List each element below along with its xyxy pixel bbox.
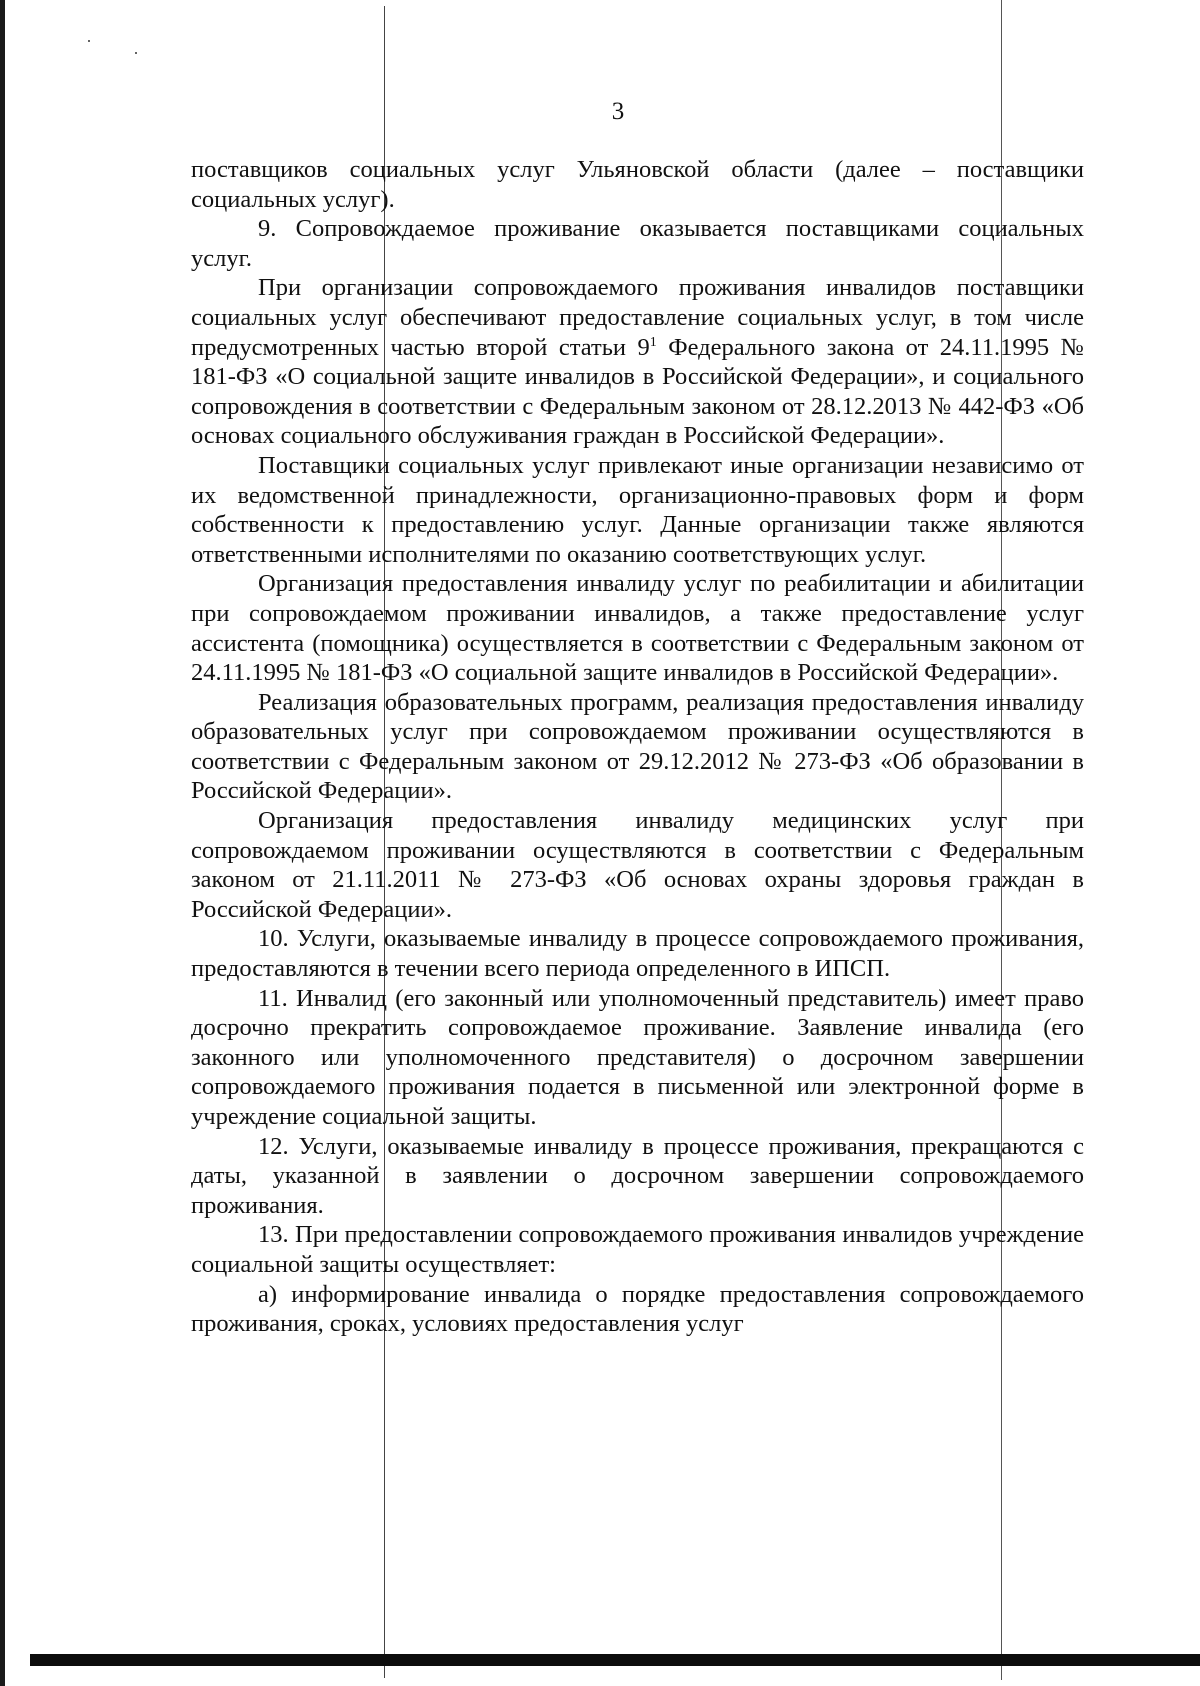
paragraph-text: Федерального закона от 24.11.1995 № 181-ФЗ «О социальной защите инвалидов в Российской Федерации», и социального сопровождения в соответствии с Федеральным законом от 28.12.2013 № 442-ФЗ «Об основах социального обслуживания граждан в Российской Федерации». [191,333,1084,450]
scan-speck [88,40,90,42]
paragraph: Организация предоставления инвалиду услуг по реабилитации и абилитации при сопровождаемом проживании инвалидов, а также предоставление услуг ассистента (помощника) осуществляется в соответствии с Федеральным законом от 24.11.1995 № 181-ФЗ «О социальной защите инвалидов в Российской Федерации». [191,570,1084,687]
paragraph-text: При организации сопровождаемого проживания инвалидов поставщики социальных услуг обеспечивают предоставление социальных услуг, в том числе предусмотренных частью второй статьи 9 [191,274,1084,361]
paragraph: Поставщики социальных услуг привлекают иные организации независимо от их ведомственной принадлежности, организационно-правовых форм и форм собственности к предоставлению услуг. Данные организации также являются ответственными исполнителями по оказанию соответствующих услуг. [191,451,1084,568]
paragraph [191,273,1084,451]
scan-speck [135,52,137,54]
paragraph: Реализация образовательных программ, реализация предоставления инвалиду образовательных услуг при сопровождаемом проживании осуществляются в соответствии с Федеральным законом от 29.12.2012 № 273-ФЗ «Об образовании в Российской Федерации». [191,688,1084,805]
paragraph: Организация предоставления инвалиду медицинских услуг при сопровождаемом проживании осуществляются в соответствии с Федеральным законом от 21.11.2011 № 273-ФЗ «Об основах охраны здоровья граждан в Российской Федерации». [191,807,1084,923]
document-body [191,155,1084,1339]
paragraph: 13. При предоставлении сопровождаемого проживания инвалидов учреждение социальной защиты осуществляет: [191,1221,1084,1278]
paragraph: 9. Сопровождаемое проживание оказывается поставщиками социальных услуг. [191,215,1084,272]
scan-left-edge [0,0,5,1686]
paragraph: 12. Услуги, оказываемые инвалиду в процессе проживания, прекращаются с даты, указанной в заявлении о досрочном завершении сопровождаемого проживания. [191,1132,1084,1219]
paragraph: а) информирование инвалида о порядке предоставления сопровождаемого проживания, сроках, условиях предоставления услуг [191,1280,1084,1338]
superscript: 1 [649,334,657,350]
paragraph: 10. Услуги, оказываемые инвалиду в процессе сопровождаемого проживания, предоставляются в течении всего периода определенного в ИПСП. [191,925,1084,983]
paragraph: 11. Инвалид (его законный или уполномоченный представитель) имеет право досрочно прекратить сопровождаемое проживание. Заявление инвалида (его законного или уполномоченного представителя) о досрочном завершении сопровождаемого проживания подается в письменной или электронной форме в учреждение социальной защиты. [191,984,1084,1130]
page-number: 3 [611,98,625,125]
paragraph: поставщиков социальных услуг Ульяновской области (далее – поставщики социальных услуг). [191,156,1084,213]
scan-bottom-border [30,1654,1200,1666]
